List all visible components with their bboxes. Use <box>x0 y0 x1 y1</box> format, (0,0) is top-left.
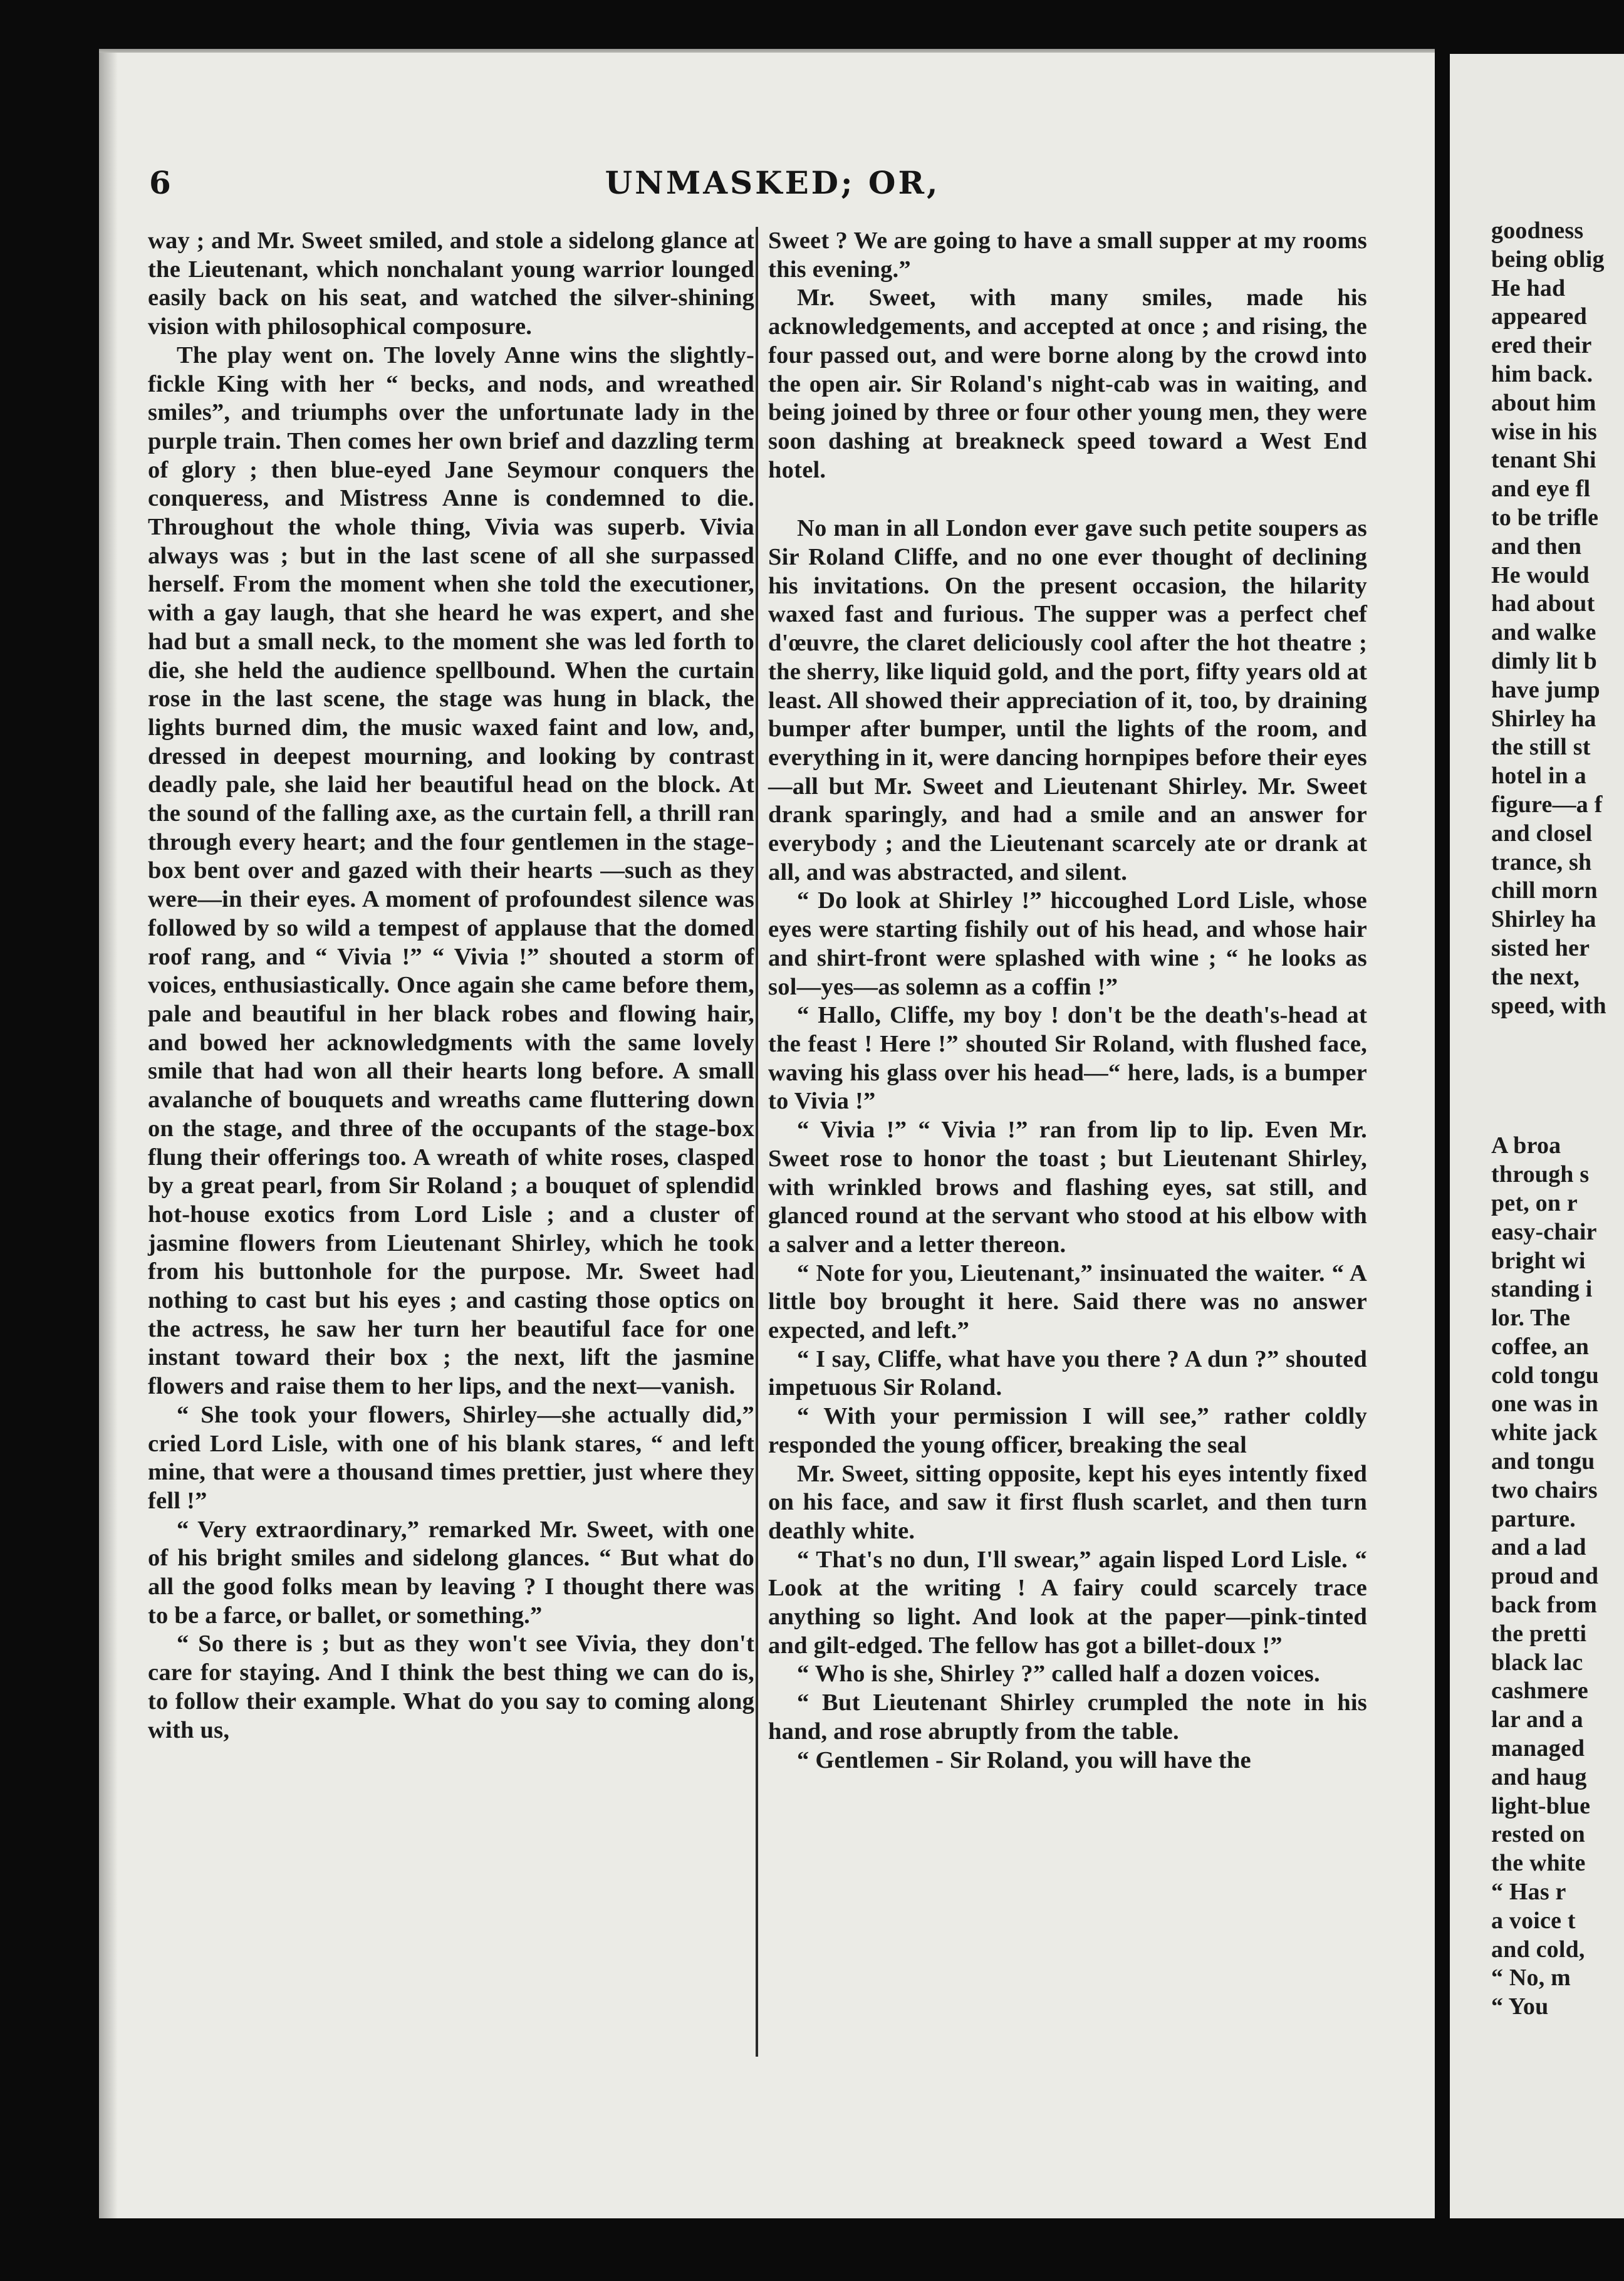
paragraph: Mr. Sweet, sitting opposite, kept his eyes intently fixed on his face, and saw it first flush scarlet, and then turn deathly white. <box>768 1460 1367 1544</box>
facing-page-line: ered their <box>1491 332 1592 359</box>
facing-page-line: and closel <box>1491 820 1593 847</box>
facing-page-line: about him <box>1491 389 1596 416</box>
paragraph: Mr. Sweet, with many smiles, made his acknowledgements, and accepted at once ; and rising, the four passed out, and were borne along by the crowd into the open air. Sir Roland's night-cab was in waiting, and being joined by three or four other young men, they were soon dashing at breakneck speed toward a West End hotel. <box>768 284 1367 483</box>
column-rule <box>756 227 758 2057</box>
facing-page-line: appeared <box>1491 303 1587 330</box>
facing-page-line: dimly lit b <box>1491 647 1598 674</box>
facing-page-line: “ No, m <box>1491 1965 1571 1991</box>
facing-page-line: bright wi <box>1491 1247 1586 1274</box>
facing-page-line: being oblig <box>1491 246 1605 273</box>
facing-page-line: cold tongu <box>1491 1362 1599 1389</box>
facing-page-line: and cold, <box>1491 1936 1585 1963</box>
paragraph: “ Very extraordinary,” remarked Mr. Sweet, with one of his bright smiles and sidelong glances. “ But what do all the good folks mean by leaving ? I thought there was to be a farce, or ballet, or something.” <box>148 1516 754 1629</box>
facing-page-line: and then <box>1491 533 1582 560</box>
facing-page-line: and a lad <box>1491 1534 1586 1561</box>
facing-page-line: to be trifle <box>1491 504 1599 531</box>
page-header <box>149 164 1396 214</box>
facing-page-line: the white <box>1491 1850 1586 1877</box>
facing-page-line: standing i <box>1491 1276 1593 1303</box>
middle-column <box>768 227 1367 1775</box>
facing-page-line: figure—a f <box>1491 791 1603 818</box>
facing-page-line: a voice t <box>1491 1907 1576 1934</box>
facing-page-line: A broa <box>1491 1132 1561 1159</box>
facing-page-line: and haug <box>1491 1763 1587 1790</box>
facing-page-column <box>1491 217 1624 2022</box>
paragraph: “ Who is she, Shirley ?” called half a dozen voices. <box>797 1661 1320 1688</box>
paragraph: “ Gentlemen - Sir Roland, you will have the <box>797 1746 1251 1773</box>
facing-page-line: trance, sh <box>1491 848 1592 875</box>
facing-page-line: black lac <box>1491 1649 1583 1676</box>
facing-page-line: have jump <box>1491 676 1600 703</box>
facing-page-paragraph <box>1491 274 1624 1021</box>
facing-page-line: and walke <box>1491 619 1596 646</box>
page-number: 6 <box>149 164 171 201</box>
paragraph: The play went on. The lovely Anne wins the slightly-fickle King with her “ becks, and nods, and wreathed smiles”, and triumphs over the unfortunate lady in the purple train. Then comes her own brief and dazzling term of glory ; then blue-eyed Jane Seymour conquers the conqueress, and Mistress Anne is condemned to die. Throughout the whole thing, Vivia was superb. Vivia always was ; but in the last scene of all she surpassed herself. From the moment when she told the executioner, with a gay laugh, that she heard he was expert, and she had but a small neck, to the moment she was led forth to die, she held the audience spellbound. When the curtain rose in the last scene, the stage was hung in black, the lights burned dim, the music waxed faint and low, and, dressed in deepest mourning, and looking by contrast deadly pale, she laid her beautiful head on the block. At the sound of the falling axe, as the curtain fell, a thrill ran through every heart; and the four gentlemen in the stage-box bent over and gazed with their hearts —such as they were—in their eyes. A moment of profoundest silence was followed by so wild a tempest of applause that the domed roof rang, and “ Vivia !” “ Vivia !” shouted a storm of voices, enthusiastically. Once again she came before them, pale and beautiful in her black robes and flowing hair, and bowed her acknowledgments with the same lovely smile that had won all their hearts long before. A small avalanche of bouquets and wreaths came fluttering down on the stage, and three of the occupants of the stage-box flung their offerings too. A wreath of white roses, clasped by a great pearl, from Sir Roland ; a bouquet of splendid hot-house exotics from Lord Lisle ; and a cluster of jasmine flowers from Lieutenant Shirley, which he took from his buttonhole for the purpose. Mr. Sweet had nothing to cast but his eyes ; and casting those optics on the actress, he saw her turn her beautiful face for one instant toward their box ; the next, lift the jasmine flowers and raise them to her lips, and the next—vanish. <box>148 342 754 1400</box>
facing-page-line: back from <box>1491 1592 1597 1619</box>
facing-page-line: managed <box>1491 1735 1585 1762</box>
facing-page-line: and tongu <box>1491 1448 1595 1475</box>
facing-page-line: sisted her <box>1491 934 1590 961</box>
facing-page-line: speed, with <box>1491 992 1606 1019</box>
paragraph: “ So there is ; but as they won't see Vivia, they don't care for staying. And I think the best thing we can do is, to follow their example. What do you say to coming along with us, <box>148 1631 754 1743</box>
running-title: UNMASKED; OR, <box>605 164 940 201</box>
facing-page-line: goodness <box>1491 217 1584 244</box>
facing-page-line: had about <box>1491 590 1595 617</box>
facing-page-line: pet, on r <box>1491 1189 1578 1216</box>
facing-page-line: chill morn <box>1491 877 1598 904</box>
facing-page-line: “ You <box>1491 1993 1549 2020</box>
paragraph: “ Hallo, Cliffe, my boy ! don't be the death's-head at the feast ! Here !” shouted Sir Roland, with flushed face, waving his glass over his head—“ here, lads, is a bumper to Vivia !” <box>768 1002 1367 1115</box>
facing-page-line: white jack <box>1491 1419 1598 1446</box>
facing-page-line: lar and a <box>1491 1706 1583 1733</box>
facing-page-line: “ Has r <box>1491 1879 1566 1906</box>
scan-border-bottom <box>0 2218 1624 2281</box>
facing-page-line: the pretti <box>1491 1620 1587 1647</box>
facing-page-paragraph <box>1491 217 1624 274</box>
facing-page-line: the next, <box>1491 963 1580 990</box>
paragraph: way ; and Mr. Sweet smiled, and stole a sidelong glance at the Lieutenant, which nonchalant young warrior lounged easily back on his seat, and watched the silver-shining vision with philosophical composure. <box>148 227 754 340</box>
page-gutter <box>1435 49 1450 2281</box>
facing-page-line: light-blue <box>1491 1792 1591 1819</box>
paragraph: “ Do look at Shirley !” hiccoughed Lord Lisle, whose eyes were starting fishily out of his head, and whose hair and shirt-front were splashed with wine ; “ he looks as sol—yes—as solemn as a coffin !” <box>768 887 1367 1000</box>
facing-page-line: coffee, an <box>1491 1333 1590 1360</box>
paragraph: “ Vivia !” “ Vivia !” ran from lip to lip. Even Mr. Sweet rose to honor the toast ; but Lieutenant Shirley, with wrinkled brows and flashing eyes, sat still, and glanced round at the servant who stood at his elbow with a salver and a letter thereon. <box>768 1117 1367 1258</box>
paragraph: No man in all London ever gave such petite soupers as Sir Roland Cliffe, and no one ever thought of declining his invitations. On the present occasion, the hilarity waxed fast and furious. The supper was a perfect chef d'œuvre, the claret deliciously cool after the hot theatre ; the sherry, like liquid gold, and the port, fifty years old at least. All showed their appreciation of it, too, by draining bumper after bumper, until the lights of the room, and everything in it, were dancing hornpipes before their eyes—all but Mr. Sweet and Lieutenant Shirley. Mr. Sweet drank sparingly, and had a smile and an answer for everybody ; and the Lieutenant scarcely ate or drank at all, and was abstracted, and silent. <box>768 515 1367 885</box>
paragraph: “ I say, Cliffe, what have you there ? A dun ?” shouted impetuous Sir Roland. <box>768 1345 1367 1401</box>
paragraph: “ That's no dun, I'll swear,” again lisped Lord Lisle. “ Look at the writing ! A fairy could scarcely trace anything so light. And look at the paper—pink-tinted and gilt-edged. The fellow has got a billet-doux !” <box>768 1546 1367 1659</box>
facing-page-line: Shirley ha <box>1491 705 1596 732</box>
paragraph: “ But Lieutenant Shirley crumpled the note in his hand, and rose abruptly from the table. <box>768 1689 1367 1745</box>
facing-page-line: cashmere <box>1491 1678 1588 1704</box>
facing-page-line: one was in <box>1491 1391 1598 1417</box>
facing-page-line: He had <box>1491 274 1566 301</box>
page-left-edge <box>99 53 118 2278</box>
facing-page-paragraph <box>1491 1132 1624 2022</box>
facing-page-line: the still st <box>1491 734 1591 761</box>
facing-page-line: Shirley ha <box>1491 906 1596 933</box>
facing-page-line: parture. <box>1491 1505 1576 1532</box>
facing-page-line: easy-chair <box>1491 1218 1597 1245</box>
facing-page-line: tenant Shi <box>1491 447 1596 474</box>
facing-page-line: two chairs <box>1491 1476 1598 1503</box>
facing-page-line: lor. The <box>1491 1305 1571 1332</box>
paragraph: “ Note for you, Lieutenant,” insinuated the waiter. “ A little boy brought it here. Said there was no answer expected, and left.” <box>768 1260 1367 1344</box>
facing-page-line: and eye fl <box>1491 476 1591 503</box>
facing-page-line: wise in his <box>1491 418 1598 445</box>
paragraph: Sweet ? We are going to have a small supper at my rooms this evening.” <box>768 227 1367 283</box>
paragraph: “ She took your flowers, Shirley—she actually did,” cried Lord Lisle, with one of his blank stares, “ and left mine, that were a thousand times prettier, just where they fell !” <box>148 1401 754 1514</box>
facing-page-line: hotel in a <box>1491 763 1586 790</box>
facing-page-line: proud and <box>1491 1563 1599 1590</box>
facing-page-line: through s <box>1491 1161 1590 1188</box>
facing-page-line: He would <box>1491 561 1590 588</box>
left-column <box>148 227 754 1745</box>
facing-page-line: rested on <box>1491 1821 1585 1848</box>
paragraph: “ With your permission I will see,” rather coldly responded the young officer, breaking the seal <box>768 1403 1367 1458</box>
facing-page-line: him back. <box>1491 360 1593 387</box>
